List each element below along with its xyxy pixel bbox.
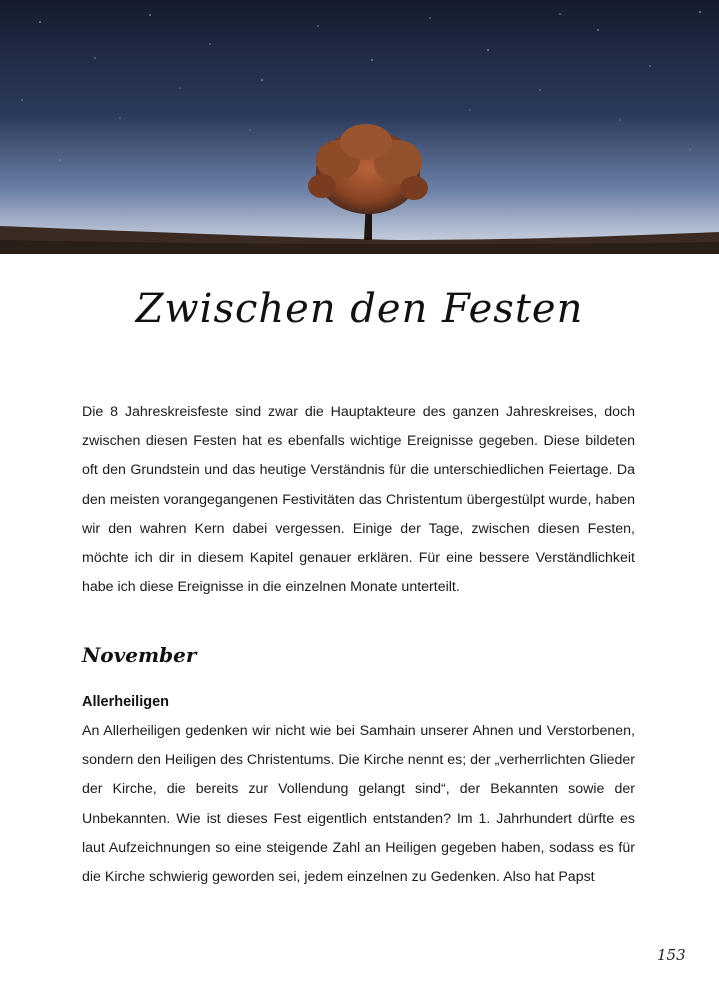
month-heading: November [82,643,197,667]
section-body: An Allerheiligen gedenken wir nicht wie bei Samhain unserer Ahnen und Verstorbenen, sondern den Heiligen des Christentums. Die Kirche nennt es; der „verherrlichten Glieder der Kirche, die bereits zur Vollendung gelangt sind“, der Bekannten sowie der Unbekannten. Wie ist dieses Fest eigentlich entstanden? Im 1. Jahrhundert dürfte es laut Aufzeichnungen so eine steigende Zahl an Heiligen gegeben haben, sodass es für die Kirche schwierig geworden sei, jedem einzelnen zu Gedenken. Also hat Papst [82,723,635,886]
intro-paragraph: Die 8 Jahreskreisfeste sind zwar die Hauptakteure des ganzen Jahreskreises, doch zwischen diesen Festen hat es ebenfalls wichtige Ereignisse gegeben. Diese bildeten oft den Grundstein und das heutige Verständnis für die unterschiedlichen Feiertage. Da den meisten vorangegangenen Festivitäten das Christentum übergestülpt wurde, haben wir den wahren Kern dabei vergessen. Einige der Tage, zwischen diesen Festen, möchte ich dir in diesem Kapitel genauer erklären. Für eine bessere Verständlichkeit habe ich diese Ereignisse in die einzelnen Monate unterteilt. [82,404,635,596]
page-title: Zwischen den Festen [135,286,584,332]
section-subheading: Allerheiligen [82,694,170,710]
hero-image [0,0,719,254]
page-number: 153 [657,946,686,964]
